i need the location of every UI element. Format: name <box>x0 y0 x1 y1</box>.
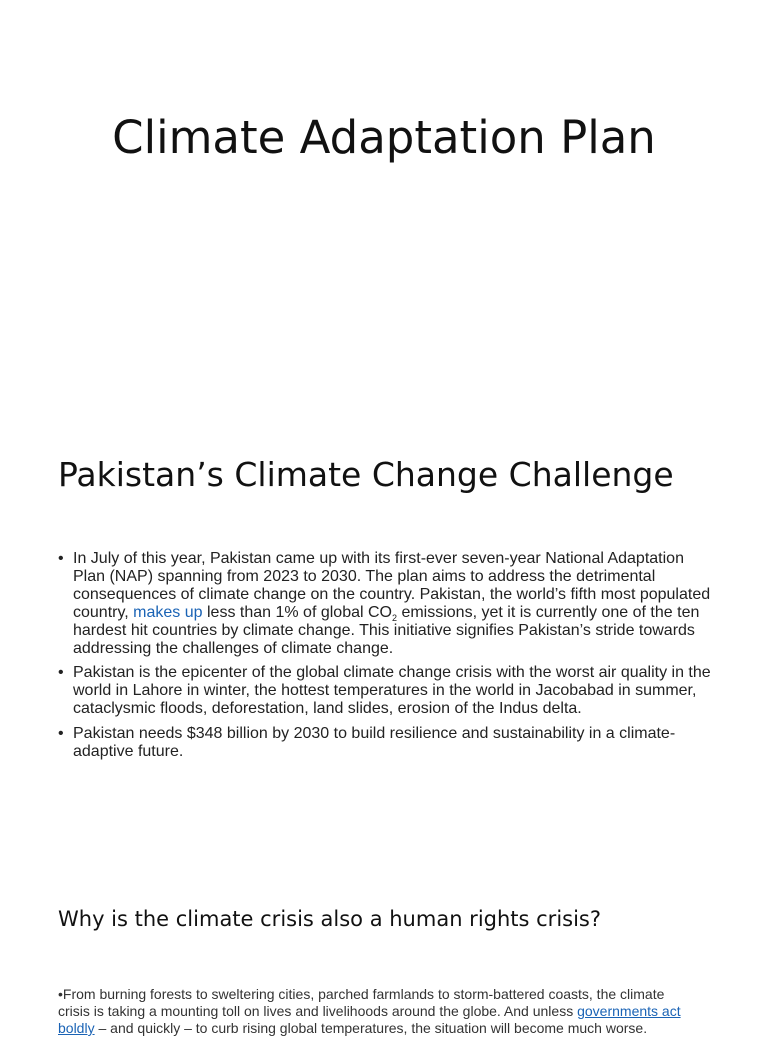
bullet-text: emissions, yet it is currently one of the ten hardest hit countries by climate change. This initiative signifies Pakistan’s stride towards addressing the challenges of climate change. <box>73 603 700 657</box>
section-heading-human-rights: Why is the climate crisis also a human rights crisis? <box>58 907 602 931</box>
bullet-text: Pakistan is the epicenter of the global climate change crisis with the worst air quality in the world in Lahore in winter, the hottest temperatures in the world in Jacobabad in summer, cataclysmic floods, deforestation, land slides, erosion of the Indus delta. <box>73 664 711 718</box>
para-text: •From burning forests to sweltering cities, parched farmlands to storm-battered coasts, the climate crisis is taking a mounting toll on lives and livelihoods around the globe. And unless <box>58 986 665 1019</box>
human-rights-paragraph <box>58 986 698 1037</box>
bullet-item-nap <box>58 550 714 657</box>
governments-act-boldly-link[interactable]: governments act boldly <box>58 1003 681 1036</box>
slide-title: Climate Adaptation Plan <box>112 111 656 164</box>
section-heading-challenge: Pakistan’s Climate Change Challenge <box>58 455 674 494</box>
bullet-item-funding <box>58 725 714 761</box>
makes-up-link[interactable]: makes up <box>133 603 203 621</box>
bullet-text: Pakistan needs $348 billion by 2030 to build resilience and sustainability in a climate-adaptive future. <box>73 725 676 761</box>
co2-subscript: 2 <box>391 612 397 623</box>
bullet-text: In July of this year, Pakistan came up with its first-ever seven-year National Adaptation Plan (NAP) spanning from 2023 to 2030. The plan aims to address the detrimental consequences of climate change on the country. Pakistan, the world’s fifth most populated country, <box>73 550 711 621</box>
bullet-item-epicenter <box>58 664 714 718</box>
bullet-text: less than 1% of global CO <box>202 603 392 621</box>
para-text: – and quickly – to curb rising global temperatures, the situation will become much worse. <box>94 1020 648 1036</box>
bullet-list <box>58 550 714 768</box>
